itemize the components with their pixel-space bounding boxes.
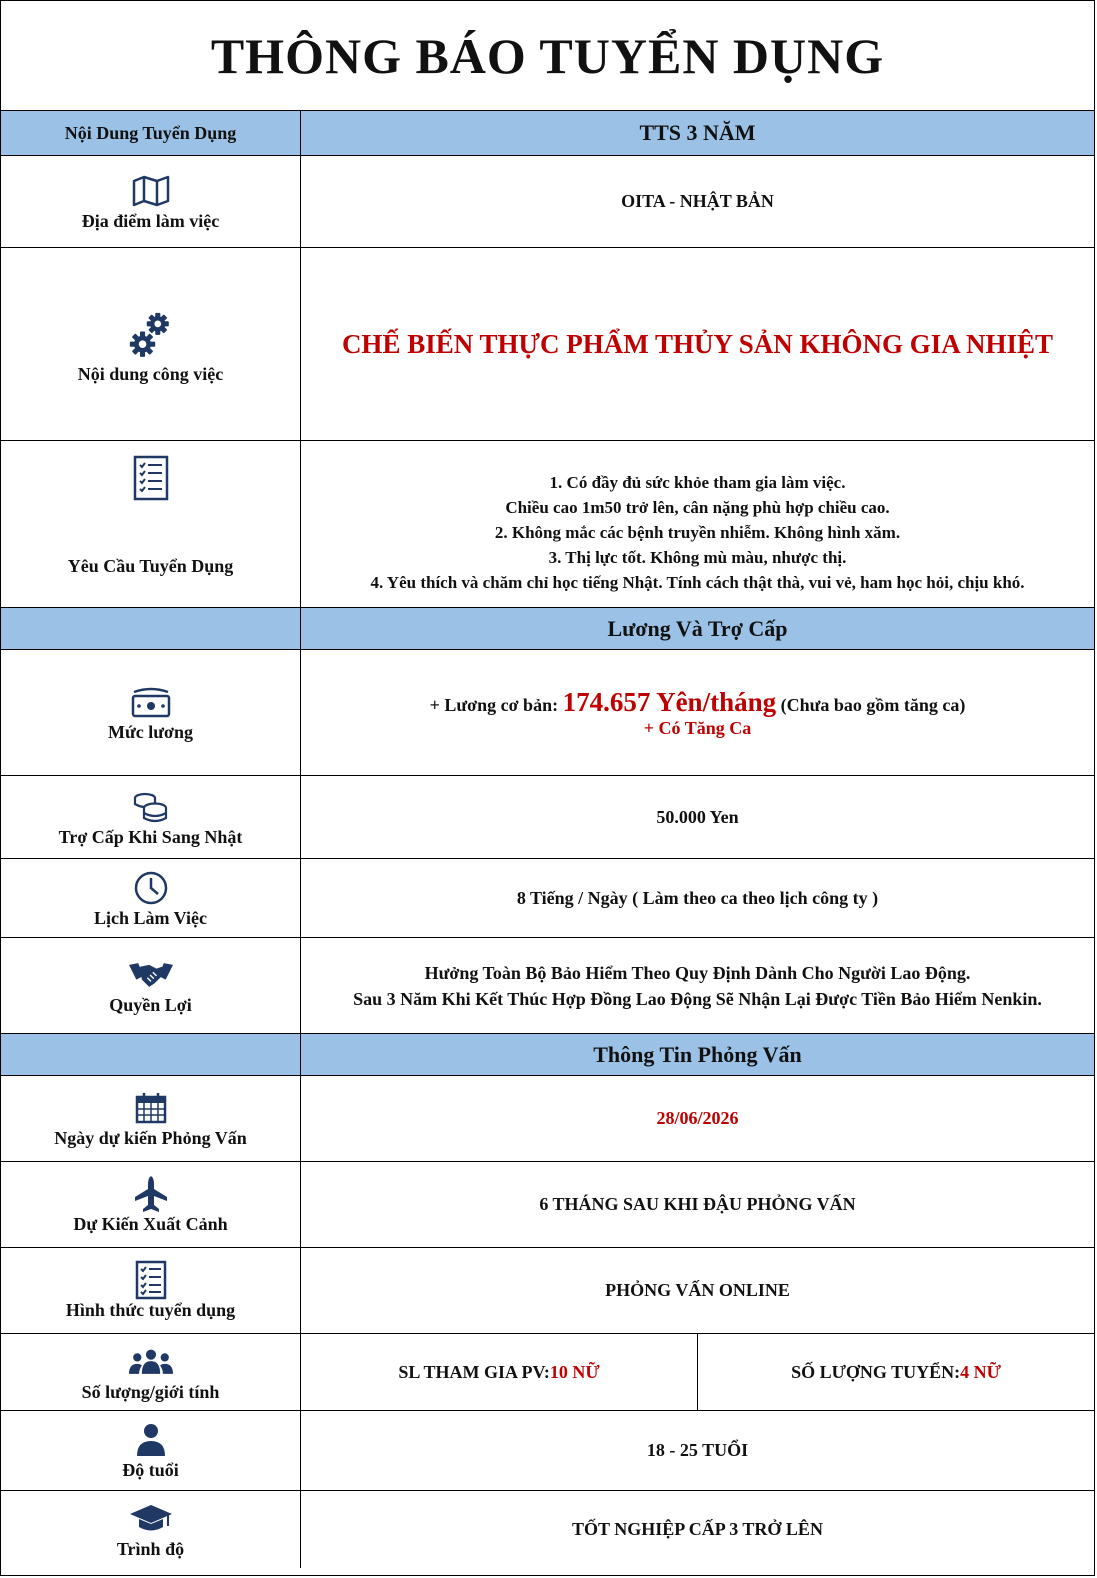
departure-value: 6 THÁNG SAU KHI ĐẬU PHỎNG VẤN xyxy=(539,1194,856,1214)
interview-date-value: 28/06/2026 xyxy=(656,1108,739,1128)
location-label-cell xyxy=(1,156,301,247)
schedule-label: Lịch Làm Việc xyxy=(94,907,207,928)
quantity-values xyxy=(301,1334,1094,1410)
benefits-label-cell xyxy=(1,938,301,1033)
header-row xyxy=(1,111,1094,156)
quantity-label: Số lượng/giới tính xyxy=(81,1381,220,1402)
section-interview-left xyxy=(1,1034,301,1075)
salary-line xyxy=(430,687,966,718)
header-right: TTS 3 NĂM xyxy=(639,120,756,145)
clock-icon xyxy=(129,868,173,908)
benefits-label: Quyền Lợi xyxy=(109,995,192,1015)
interview-date-label-cell xyxy=(1,1076,301,1161)
location-row xyxy=(1,156,1094,248)
quantity-hire-cell xyxy=(698,1334,1094,1410)
salary-prefix: + Lương cơ bản: xyxy=(429,694,563,715)
departure-label-cell xyxy=(1,1162,301,1247)
format-label-cell xyxy=(1,1248,301,1333)
requirements-label-cell xyxy=(1,441,301,607)
quantity-hire-value: 4 NỮ xyxy=(960,1361,1001,1382)
quantity-row xyxy=(1,1334,1094,1411)
requirement-line: Chiều cao 1m50 trở lên, cân nặng phù hợp chiều cao. xyxy=(505,498,890,517)
allowance-value: 50.000 Yen xyxy=(656,806,739,827)
format-label: Hình thức tuyển dụng xyxy=(65,1300,236,1320)
salary-overtime: + Có Tăng Ca xyxy=(643,717,752,738)
section-salary-left xyxy=(1,608,301,649)
departure-row xyxy=(1,1162,1094,1248)
age-row xyxy=(1,1411,1094,1491)
section-interview-title: Thông Tin Phỏng Vấn xyxy=(593,1041,802,1067)
map-icon xyxy=(129,171,173,211)
age-value: 18 - 25 TUỔI xyxy=(646,1440,749,1460)
allowance-label-cell xyxy=(1,776,301,858)
airplane-icon xyxy=(129,1174,173,1214)
salary-value-cell xyxy=(301,650,1094,775)
section-interview-row xyxy=(1,1034,1094,1076)
job-row xyxy=(1,248,1094,441)
requirement-line: 4. Yêu thích và chăm chỉ học tiếng Nhật. Tính cách thật thà, vui vẻ, ham học hỏi, chịu khó. xyxy=(370,573,1025,592)
section-salary-row xyxy=(1,608,1094,650)
benefits-list xyxy=(301,938,1094,1033)
coins-icon xyxy=(129,787,173,827)
format-value: PHỎNG VẤN ONLINE xyxy=(605,1280,790,1300)
header-left: Nội Dung Tuyển Dụng xyxy=(1,111,301,155)
job-value-cell xyxy=(301,248,1094,440)
job-value: CHẾ BIẾN THỰC PHẨM THỦY SẢN KHÔNG GIA NHIỆT xyxy=(341,328,1054,359)
allowance-label: Trợ Cấp Khi Sang Nhật xyxy=(58,826,243,847)
gears-icon xyxy=(129,304,173,364)
salary-label: Mức lương xyxy=(107,722,194,742)
education-row xyxy=(1,1491,1094,1568)
location-label: Địa điểm làm việc xyxy=(81,211,220,231)
salary-label-cell xyxy=(1,650,301,775)
person-icon xyxy=(129,1420,173,1460)
schedule-row xyxy=(1,859,1094,938)
job-label-cell xyxy=(1,248,301,440)
benefit-line: Hưởng Toàn Bộ Bảo Hiểm Theo Quy Định Dành Cho Người Lao Động. xyxy=(424,962,971,983)
salary-amount: 174.657 Yên/tháng xyxy=(562,686,777,717)
benefit-line: Sau 3 Năm Khi Kết Thúc Hợp Đồng Lao Động Sẽ Nhận Lại Được Tiền Bảo Hiểm Nenkin. xyxy=(353,988,1042,1009)
departure-label: Dự Kiến Xuất Cảnh xyxy=(73,1214,228,1234)
quantity-label-cell xyxy=(1,1334,301,1410)
calendar-icon xyxy=(129,1088,173,1128)
interview-date-label: Ngày dự kiến Phỏng Vấn xyxy=(54,1128,247,1148)
allowance-row xyxy=(1,776,1094,859)
salary-suffix: (Chưa bao gồm tăng ca) xyxy=(776,694,966,715)
benefits-row xyxy=(1,938,1094,1034)
page-title: THÔNG BÁO TUYỂN DỤNG xyxy=(1,1,1094,111)
checklist-icon xyxy=(129,1260,173,1300)
requirement-line: 3. Thị lực tốt. Không mù màu, nhược thị. xyxy=(548,548,847,567)
requirements-list xyxy=(301,441,1094,607)
age-label: Độ tuổi xyxy=(122,1460,179,1480)
graduation-cap-icon xyxy=(129,1499,173,1539)
requirement-line: 2. Không mắc các bệnh truyền nhiễm. Không hình xăm. xyxy=(494,523,901,542)
checklist-icon xyxy=(129,453,173,503)
requirement-line: 1. Có đầy đủ sức khỏe tham gia làm việc. xyxy=(549,473,846,492)
interview-date-row xyxy=(1,1076,1094,1162)
schedule-value: 8 Tiếng / Ngày ( Làm theo ca theo lịch công ty ) xyxy=(516,887,879,908)
people-icon xyxy=(129,1342,173,1382)
requirements-label: Yêu Cầu Tuyển Dụng xyxy=(67,556,234,576)
job-label: Nội dung công việc xyxy=(77,363,224,384)
money-icon xyxy=(129,682,173,722)
quantity-hire-label: SỐ LƯỢNG TUYỂN: xyxy=(791,1361,961,1382)
handshake-icon xyxy=(129,955,173,995)
education-value: TỐT NGHIỆP CẤP 3 TRỞ LÊN xyxy=(572,1519,823,1539)
age-label-cell xyxy=(1,1411,301,1490)
quantity-interview-value: 10 NỮ xyxy=(549,1361,600,1382)
quantity-interview-cell xyxy=(301,1334,698,1410)
interview-date-value-cell xyxy=(301,1076,1094,1161)
requirements-row xyxy=(1,441,1094,608)
section-salary-title: Lương Và Trợ Cấp xyxy=(607,615,788,641)
education-label: Trình độ xyxy=(116,1539,185,1559)
salary-row xyxy=(1,650,1094,776)
education-label-cell xyxy=(1,1491,301,1568)
schedule-label-cell xyxy=(1,859,301,937)
format-row xyxy=(1,1248,1094,1334)
quantity-interview-label: SL THAM GIA PV: xyxy=(398,1361,550,1382)
location-value: OITA - NHẬT BẢN xyxy=(621,191,774,211)
